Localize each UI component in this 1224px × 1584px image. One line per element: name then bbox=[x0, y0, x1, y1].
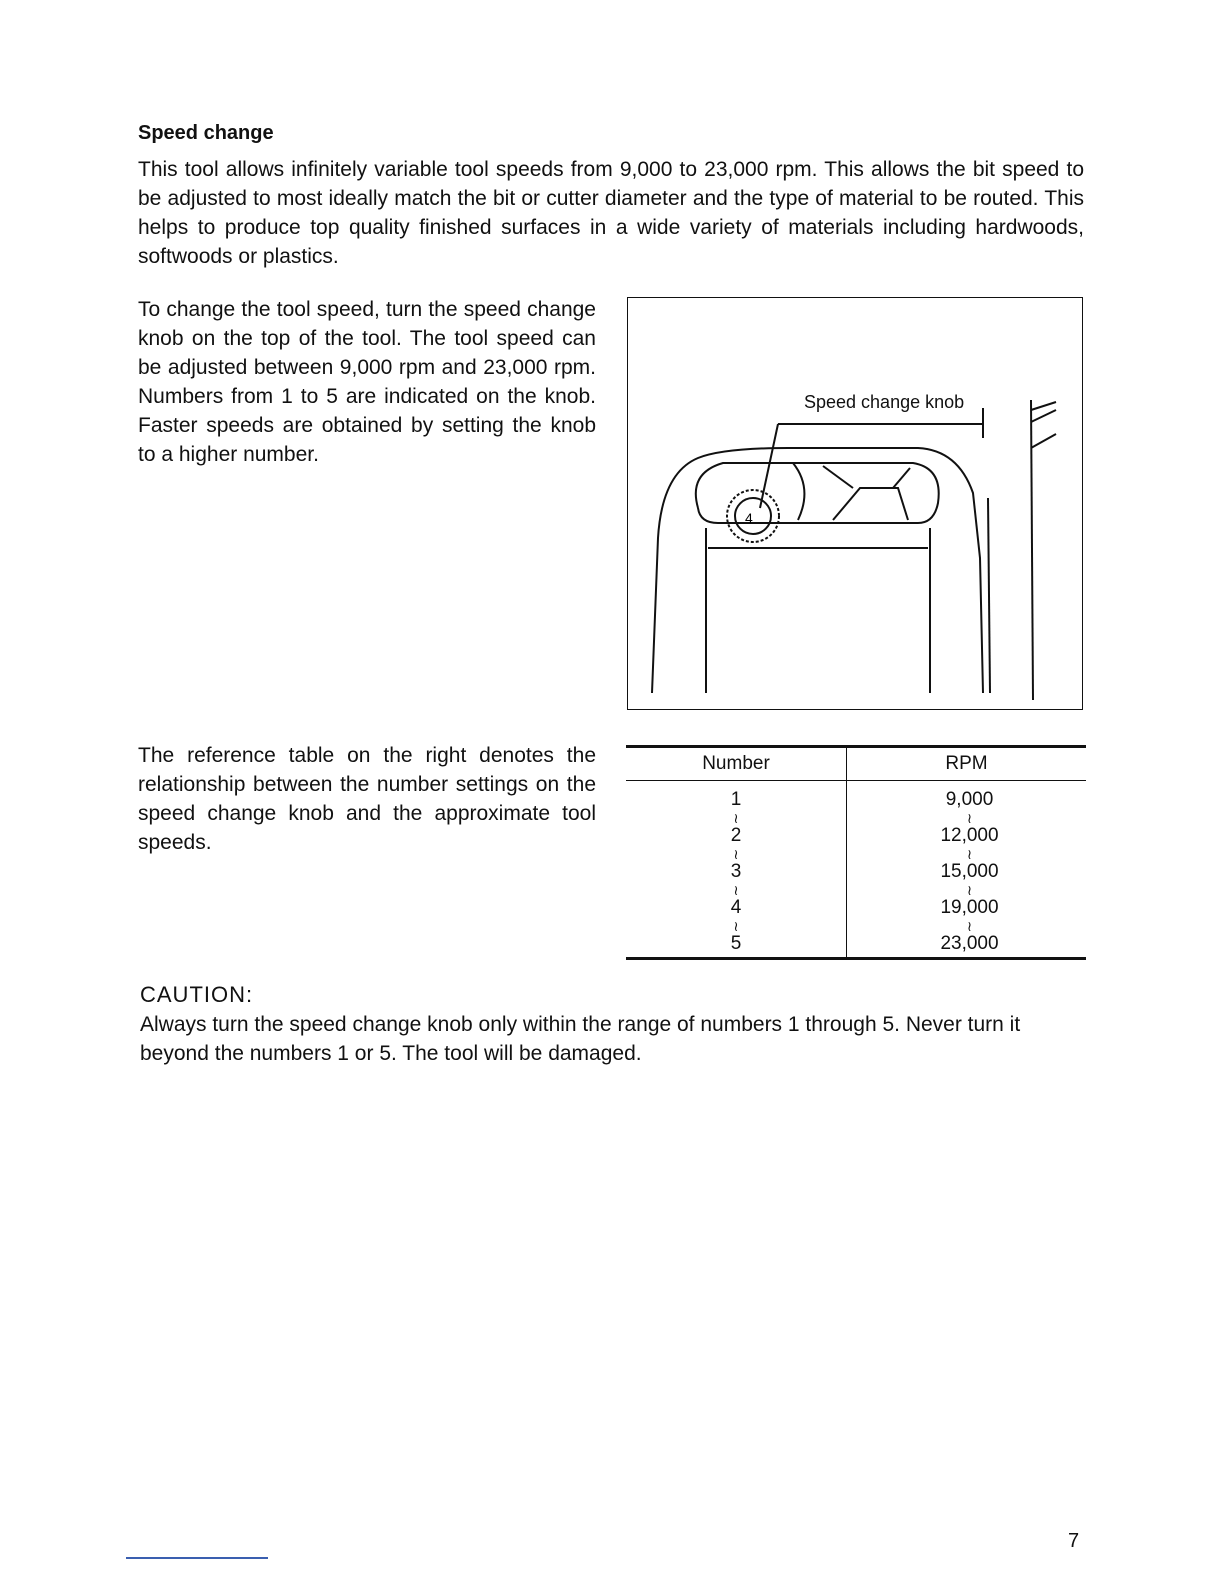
number-column-header: Number bbox=[626, 747, 847, 781]
intro-paragraph: This tool allows infinitely variable tool speeds from 9,000 to 23,000 rpm. This allows the bit speed to be adjusted to most ideally match the bit or cutter diameter and the type of material to be routed. This helps to produce top quality finished surfaces in a wide variety of materials including hardwoods, softwoods or plastics. bbox=[138, 158, 1084, 268]
range-separator: ≀ bbox=[733, 846, 739, 862]
number-value: 4 bbox=[730, 897, 742, 918]
rpm-column bbox=[847, 781, 1087, 959]
rpm-column-header: RPM bbox=[847, 747, 1087, 781]
range-separator: ≀ bbox=[966, 846, 973, 862]
range-separator: ≀ bbox=[966, 810, 973, 826]
page-number: 7 bbox=[1068, 1530, 1080, 1552]
number-value: 3 bbox=[730, 861, 742, 882]
range-separator: ≀ bbox=[733, 810, 739, 826]
knob-number-mark: 4 bbox=[745, 510, 753, 526]
number-column bbox=[626, 781, 847, 959]
router-illustration bbox=[628, 298, 1084, 711]
table-row bbox=[626, 781, 1086, 959]
range-separator: ≀ bbox=[733, 918, 739, 934]
number-value: 5 bbox=[730, 933, 742, 954]
number-value: 1 bbox=[730, 789, 742, 810]
rpm-value: 12,000 bbox=[940, 825, 999, 846]
reference-table-paragraph: The reference table on the right denotes the relationship between the number settings on the speed change knob and the approximate tool speeds. bbox=[138, 744, 596, 854]
table-header-row bbox=[626, 747, 1086, 781]
speed-change-paragraph: To change the tool speed, turn the speed change knob on the top of the tool. The tool speed can be adjusted between 9,000 rpm and 23,000 rpm. Numbers from 1 to 5 are indicated on the knob. Faster speeds are obtained by setting the knob to a higher number. bbox=[138, 298, 596, 466]
section-heading: Speed change bbox=[138, 122, 274, 144]
caution-text: Always turn the speed change knob only within the range of numbers 1 through 5. Never turn it beyond the numbers 1 or 5. The tool will be damaged. bbox=[140, 1013, 1021, 1065]
rpm-value: 15,000 bbox=[940, 861, 999, 882]
rpm-value: 19,000 bbox=[940, 897, 999, 918]
range-separator: ≀ bbox=[733, 882, 739, 898]
range-separator: ≀ bbox=[966, 882, 973, 898]
range-separator: ≀ bbox=[966, 918, 973, 934]
rpm-value: 9,000 bbox=[945, 789, 994, 810]
rpm-value: 23,000 bbox=[940, 933, 999, 954]
number-value: 2 bbox=[730, 825, 742, 846]
bottom-rule bbox=[126, 1557, 268, 1559]
speed-reference-table bbox=[626, 745, 1086, 960]
caution-title: CAUTION: bbox=[140, 982, 254, 1007]
speed-change-knob-label: Speed change knob bbox=[804, 392, 965, 412]
speed-change-knob-figure bbox=[627, 297, 1083, 710]
